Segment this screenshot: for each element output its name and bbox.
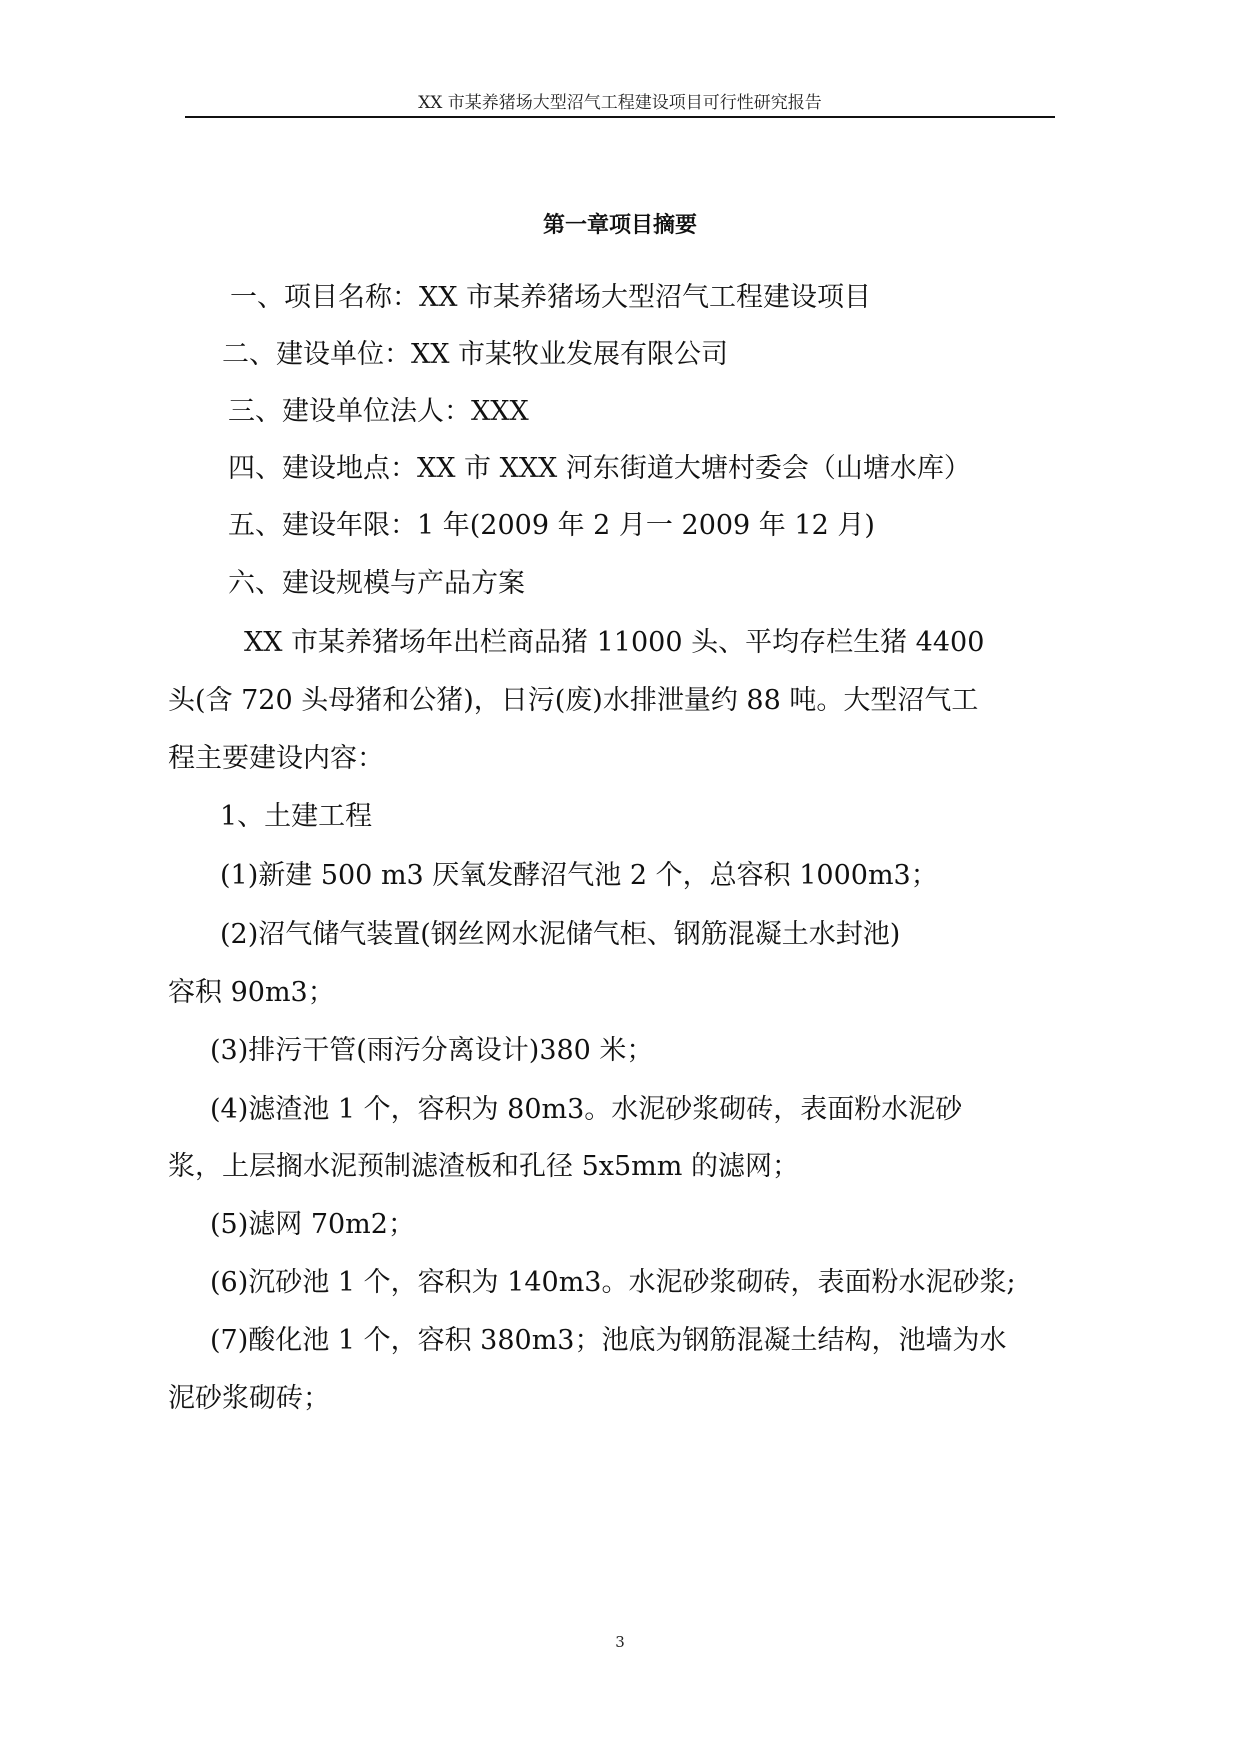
civil-item-line: 容积 90m3；: [168, 977, 335, 1008]
civil-item-line: (7)酸化池 1 个，容积 380m3；池底为钢筋混凝土结构，池墙为水: [210, 1325, 1007, 1356]
civil-item-line: (1)新建 500 m3 厌氧发酵沼气池 2 个，总容积 1000m3；: [220, 860, 938, 891]
scale-paragraph-line: 头(含 720 头母猪和公猪)，日污(废)水排泄量约 88 吨。大型沼气工: [168, 685, 979, 716]
civil-item-line: (6)沉砂池 1 个，容积为 140m3。水泥砂浆砌砖，表面粉水泥砂浆;: [210, 1267, 1016, 1298]
running-header: XX 市某养猪场大型沼气工程建设项目可行性研究报告: [418, 93, 822, 113]
header-rule: [185, 116, 1055, 118]
civil-item-line: (2)沼气储气装置(钢丝网水泥储气柜、钢筋混凝土水封池): [220, 919, 901, 950]
civil-works-heading: 1、土建工程: [220, 801, 373, 832]
page-number: 3: [615, 1633, 625, 1651]
chapter-title: 第一章项目摘要: [542, 213, 697, 238]
scale-paragraph-line: 程主要建设内容：: [168, 743, 384, 774]
scale-paragraph-line: XX 市某养猪场年出栏商品猪 11000 头、平均存栏生猪 4400: [244, 627, 985, 658]
item-construction-period: 五、建设年限：1 年(2009 年 2 月一 2009 年 12 月): [228, 510, 875, 541]
civil-item-line: 泥砂浆砌砖；: [168, 1383, 330, 1414]
civil-item-line: 浆，上层搁水泥预制滤渣板和孔径 5x5mm 的滤网；: [168, 1151, 799, 1182]
civil-item-line: (5)滤网 70m2；: [210, 1209, 415, 1240]
item-legal-person: 三、建设单位法人：XXX: [228, 396, 529, 427]
item-scale-heading: 六、建设规模与产品方案: [228, 568, 525, 599]
civil-item-line: (3)排污干管(雨污分离设计)380 米；: [210, 1035, 654, 1066]
item-project-name: 一、项目名称：XX 市某养猪场大型沼气工程建设项目: [230, 282, 872, 313]
item-construction-site: 四、建设地点：XX 市 XXX 河东街道大塘村委会（山塘水库）: [228, 453, 971, 484]
item-construction-unit: 二、建设单位：XX 市某牧业发展有限公司: [222, 339, 729, 370]
civil-item-line: (4)滤渣池 1 个，容积为 80m3。水泥砂浆砌砖，表面粉水泥砂: [210, 1094, 963, 1125]
